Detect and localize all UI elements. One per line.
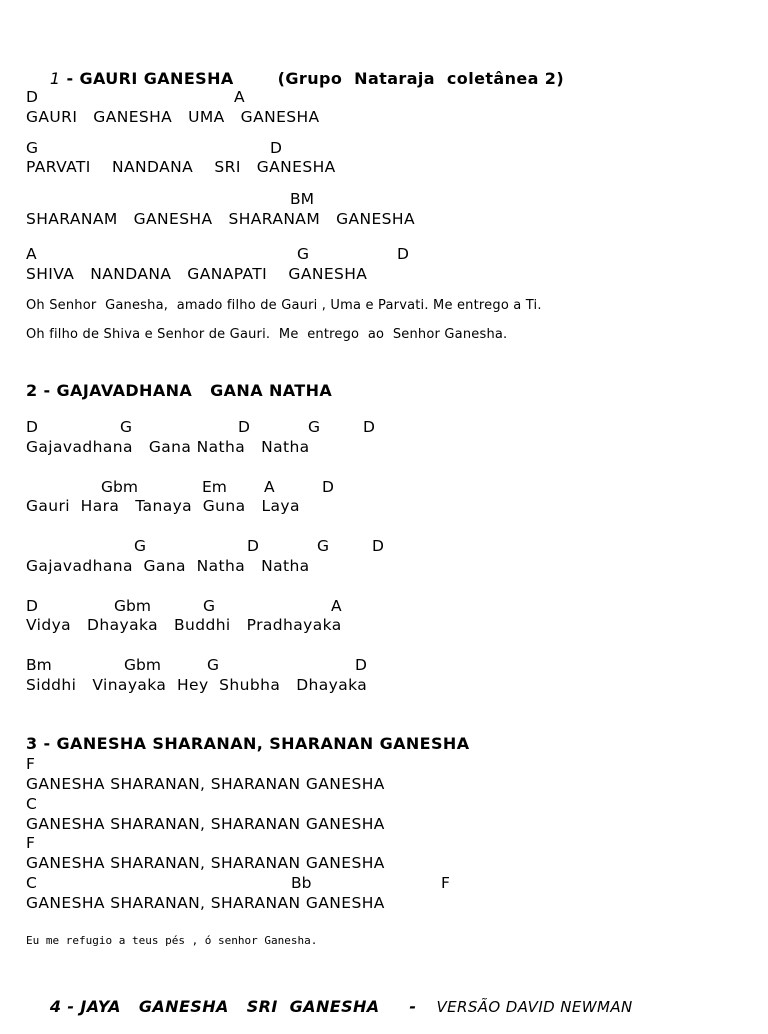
lyric-line: SHARANAM GANESHA SHARANAM GANESHA [26,210,415,228]
song-1-number: 1 [49,69,61,88]
lyric-line: Gauri Hara Tanaya Guna Laya [26,497,300,515]
chord: Em [202,478,227,496]
lyric-line: PARVATI NANDANA SRI GANESHA [26,158,336,176]
chord: D [363,418,375,436]
translation-line: Oh Senhor Ganesha, amado filho de Gauri , Uma e Parvati. Me entrego a Ti. [26,298,542,313]
chord: Bm [26,656,52,674]
chord: D [26,597,38,615]
chord: A [234,88,245,106]
chord: F [26,755,35,773]
lyric-line: GANESHA SHARANAN, SHARANAN GANESHA [26,775,385,793]
chord: D [26,88,38,106]
lyric-line: GANESHA SHARANAN, SHARANAN GANESHA [26,815,385,833]
chord: Bb [291,874,312,892]
lyric-line: GANESHA SHARANAN, SHARANAN GANESHA [26,894,385,912]
lyric-line: Gajavadhana Gana Natha Natha [26,438,310,456]
chord: D [247,537,259,555]
chord: D [26,418,38,436]
chord: BM [290,190,315,208]
song-1-heading: 1 - GAURI GANESHA (Grupo Nataraja coletânea 2) [49,69,565,88]
chord: D [397,245,409,263]
chord: Gbm [114,597,151,615]
chord: C [26,795,37,813]
song-2-heading: 2 - GAJAVADHANA GANA NATHA [26,381,333,400]
song-3-heading: 3 - GANESHA SHARANAN, SHARANAN GANESHA [26,734,470,753]
chord: A [26,245,37,263]
chord: A [331,597,342,615]
chord: A [264,478,275,496]
chord: F [26,834,35,852]
lyric-line: SHIVA NANDANA GANAPATI GANESHA [26,265,368,283]
chord: F [441,874,450,892]
chord: G [317,537,330,555]
chord: D [355,656,367,674]
chord: G [120,418,133,436]
chord: D [322,478,334,496]
chord: G [203,597,216,615]
lyric-line: Siddhi Vinayaka Hey Shubha Dhayaka [26,676,368,694]
song-1-subtitle: (Grupo Nataraja coletânea 2) [277,69,565,88]
chord: G [207,656,220,674]
chord: C [26,874,37,892]
chord: D [270,139,282,157]
chord: D [238,418,250,436]
lyric-line: GAURI GANESHA UMA GANESHA [26,108,320,126]
song-1-title: GAURI GANESHA [79,69,234,88]
translation-line: Oh filho de Shiva e Senhor de Gauri. Me entrego ao Senhor Ganesha. [26,327,508,342]
song-4-heading [26,980,633,1034]
song-4-title: 4 - JAYA GANESHA SRI GANESHA - [49,997,417,1016]
chord: G [134,537,147,555]
chord: Gbm [124,656,161,674]
chord: G [297,245,310,263]
lyric-line: Vidya Dhayaka Buddhi Pradhayaka [26,616,342,634]
chord: G [308,418,321,436]
chord: Gbm [101,478,138,496]
chord: D [372,537,384,555]
song-4-version: VERSÃO DAVID NEWMAN [436,998,633,1016]
chord: G [26,139,39,157]
lyric-line: Gajavadhana Gana Natha Natha [26,557,310,575]
translation-line: Eu me refugio a teus pés , ó senhor Ganesha. [26,934,318,947]
lyric-line: GANESHA SHARANAN, SHARANAN GANESHA [26,854,385,872]
